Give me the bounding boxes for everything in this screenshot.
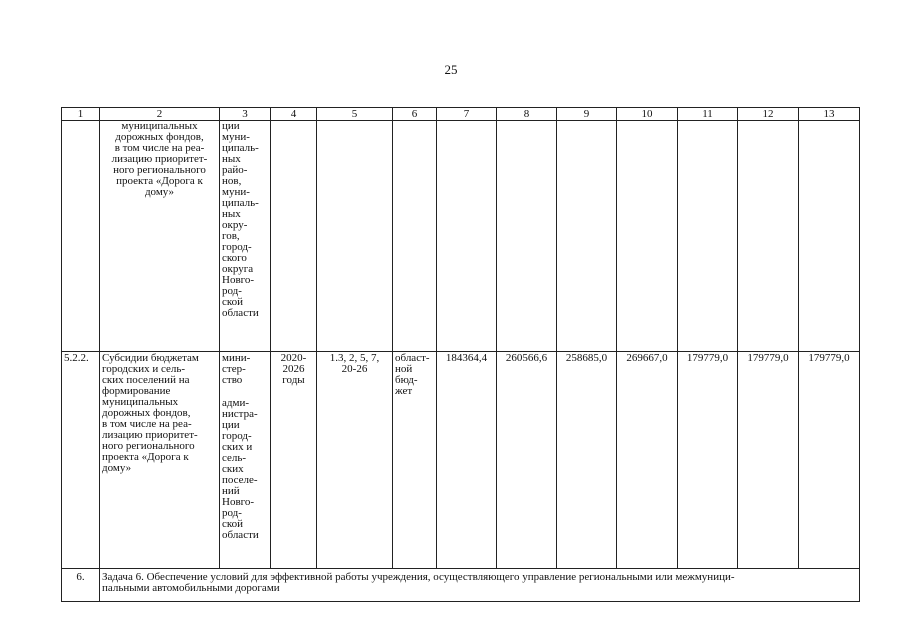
continued-empty-cell [317, 121, 393, 352]
row-value-cell: 269667,0 [617, 352, 678, 569]
row-value-cell: 179779,0 [738, 352, 799, 569]
column-number-4: 4 [271, 108, 317, 121]
page-number: 25 [444, 62, 458, 77]
column-number-8: 8 [497, 108, 557, 121]
continued-executor-text: ции муни- ципаль- ных райо- нов, муни- ципаль- ных окру- гов, город- ского округа Новго- род- ской области [222, 120, 259, 319]
continued-empty-cell [678, 121, 738, 352]
continued-empty-cell [437, 121, 497, 352]
row-source-text: област- ной бюд- жет [395, 352, 430, 397]
column-number-1: 1 [62, 108, 100, 121]
continued-empty-cell [738, 121, 799, 352]
column-number-3: 3 [220, 108, 271, 121]
row-value-cell: 258685,0 [557, 352, 617, 569]
table-row-5-2-2 [62, 352, 860, 569]
row-value-cell: 184364,4 [437, 352, 497, 569]
column-number-6: 6 [393, 108, 437, 121]
program-table [61, 107, 860, 602]
continued-name-text: муниципальных дорожных фондов, в том числе на реа- лизацию приоритет- ного регионального проекта «Дорога к дому» [111, 120, 208, 198]
column-number-13: 13 [799, 108, 860, 121]
continued-executor-cell [220, 121, 271, 352]
row-indicators-text: 1.3, 2, 5, 7, 20-26 [329, 352, 380, 375]
task-number-cell: 6. [62, 569, 100, 602]
column-number-12: 12 [738, 108, 799, 121]
row-number-cell: 5.2.2. [62, 352, 100, 569]
row-years-cell [271, 352, 317, 569]
continued-empty-cell [617, 121, 678, 352]
column-number-10: 10 [617, 108, 678, 121]
row-name-cell [100, 352, 220, 569]
row-value-cell: 260566,6 [497, 352, 557, 569]
column-number-7: 7 [437, 108, 497, 121]
row-executor-text-1: мини- стер- ство [222, 352, 251, 386]
continued-empty-cell [799, 121, 860, 352]
continued-number-cell [62, 121, 100, 352]
continued-empty-cell [557, 121, 617, 352]
column-number-2: 2 [100, 108, 220, 121]
continued-empty-cell [497, 121, 557, 352]
table-header-row [62, 108, 860, 121]
row-name-text: Субсидии бюджетам городских и сель- ских поселений на формирование муниципальных дорожных фондов, в том числе на реа- лизацию приоритет- ного регионального проекта «Дорога к дому» [102, 352, 199, 474]
task-text: Задача 6. Обеспечение условий для эффективной работы учреждения, осуществляющего управление региональными или межмуници- пальными автомобильными дорогами [102, 571, 735, 594]
row-executor-text-2: адми- нистра- ции город- ских и сель- ских поселе- ний Новго- род- ской области [222, 397, 259, 541]
continued-empty-cell [271, 121, 317, 352]
continued-empty-cell [393, 121, 437, 352]
row-years-text: 2020- 2026 годы [280, 352, 307, 386]
row-value-cell: 179779,0 [678, 352, 738, 569]
table-row-continued [62, 121, 860, 352]
column-number-5: 5 [317, 108, 393, 121]
table-row-task-6 [62, 569, 860, 602]
column-number-9: 9 [557, 108, 617, 121]
row-value-cell: 179779,0 [799, 352, 860, 569]
task-text-cell [100, 569, 860, 602]
continued-name-cell [100, 121, 220, 352]
column-number-11: 11 [678, 108, 738, 121]
row-indicators-cell [317, 352, 393, 569]
row-source-cell [393, 352, 437, 569]
row-executor-cell [220, 352, 271, 569]
